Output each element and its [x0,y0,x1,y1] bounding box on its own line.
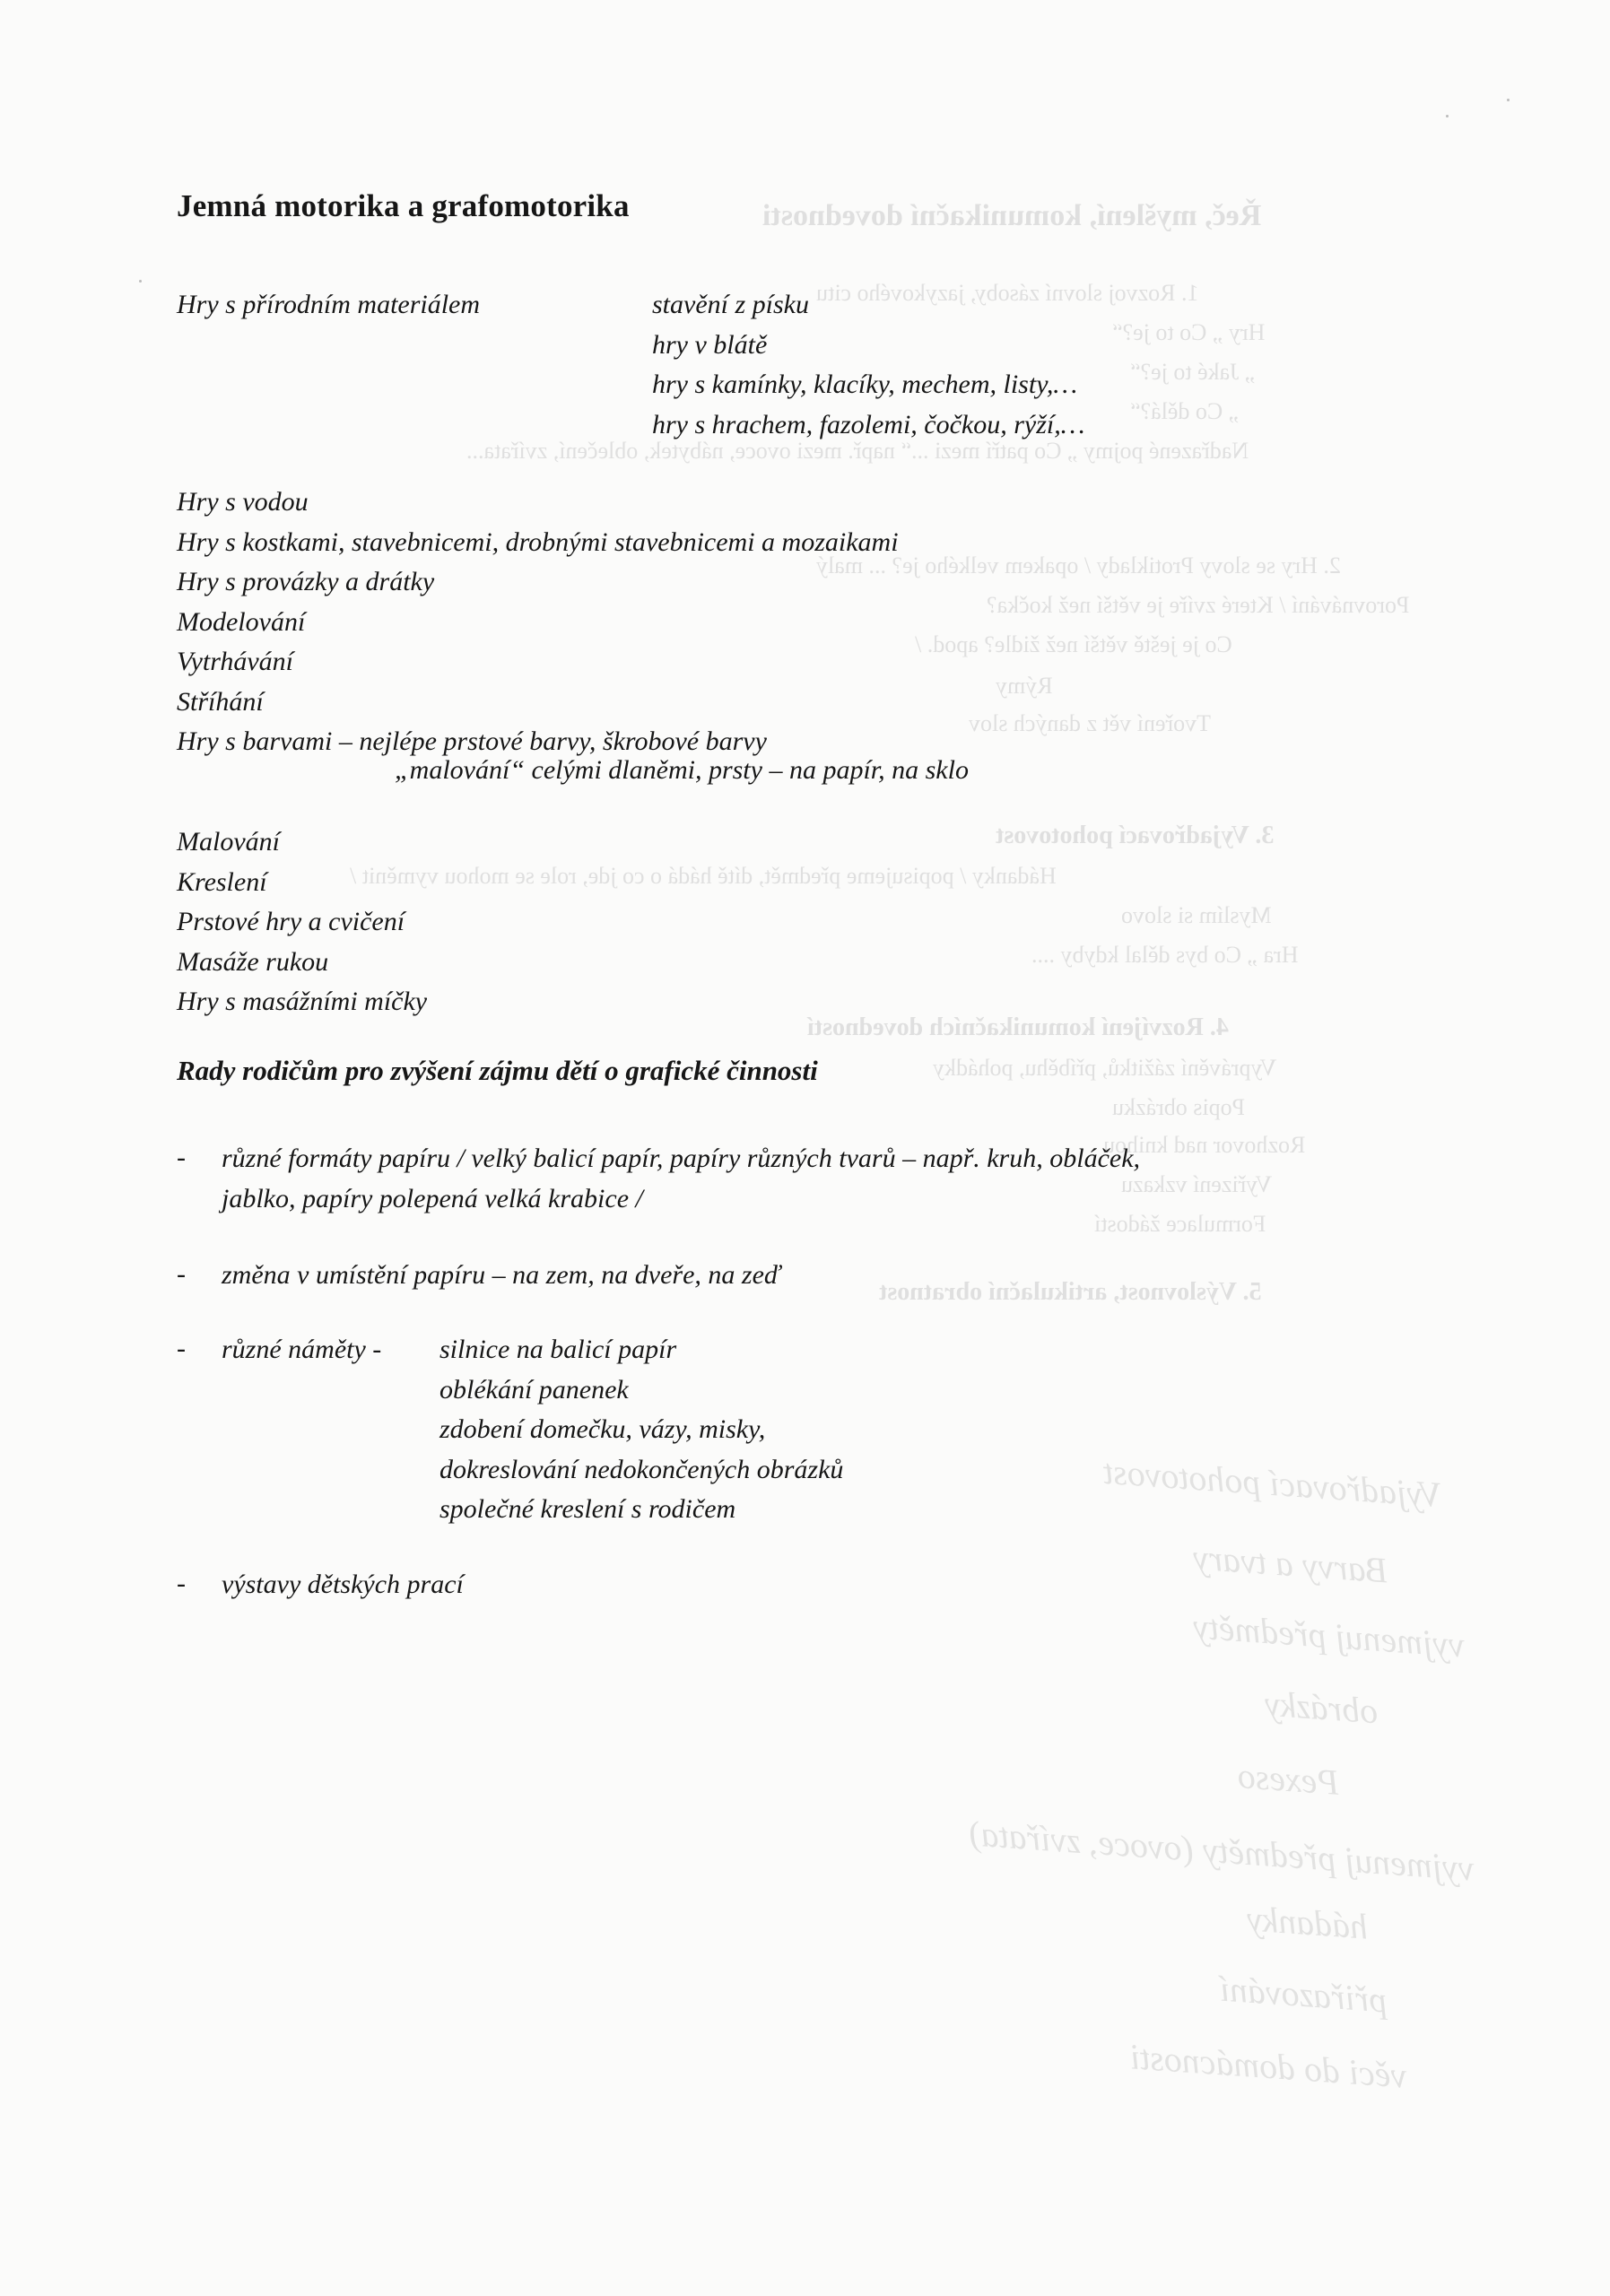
bleed-handwriting: vyjmenuj předměty (ovoce, zvířata) [968,1813,1476,1889]
theme-item: oblékání panenek [439,1374,629,1405]
list-item: Malování [177,827,280,857]
theme-item: zdobení domečku, vázy, misky, [439,1414,766,1444]
list-item: Stříhání [177,686,264,717]
activities-list-1 [177,483,899,762]
bleed-line: 1. Rozvoj slovní zásoby, jazykového citu [816,280,1199,306]
bleed-line: „ Jaké to je?“ [1130,359,1256,385]
scan-speck [139,280,142,283]
advice-placement: změna v umístění papíru – na zem, na dveře, na zeď [222,1260,781,1290]
bleed-line: Myslím si slovo [1121,902,1272,928]
scan-speck [1507,99,1510,101]
bleed-line: Vyprávění zážitků, příběhu, pohádky [933,1055,1277,1081]
bleed-heading: Řeč, myšlení, komunikační dovednosti [762,199,1262,232]
bleed-line: Co je ještě větší než židle? apod. / [915,631,1232,657]
bleed-handwriting: věci do domácnosti [1128,2036,1409,2096]
painting-note: „malování“ celými dlaněmi, prsty – na papír, na sklo [395,755,969,785]
advice-themes [439,1330,843,1530]
list-item: Masáže rukou [177,946,329,977]
activities-list-2 [177,822,427,1022]
bleed-line: 3. Vyjadřovací pohotovost [996,822,1275,849]
list-dash: - [177,1143,186,1172]
list-item: hry s hrachem, fazolemi, čočkou, rýží,… [652,409,1085,439]
bleed-line: Popis obrázku [1112,1094,1246,1120]
page-title: Jemná motorika a grafomotorika [177,188,630,223]
bleed-handwriting: Barvy a tvary [1191,1536,1390,1591]
advice-line: jablko, papíry polepená velká krabice / [222,1183,643,1213]
advice-exhibitions: výstavy dětských prací [222,1570,464,1599]
list-item: Hry s provázky a drátky [177,567,435,596]
bleed-line: Tvoření vět z daných slov [969,710,1212,736]
theme-item: společné kreslení s rodičem [439,1494,736,1524]
bleed-line: 5. Výslovnost, artikulační obratnost [879,1278,1262,1306]
advice-heading: Rady rodičům pro zvýšení zájmu dětí o grafické činnosti [177,1055,818,1086]
natural-materials-list [652,285,1084,445]
list-item: Hry s kostkami, stavebnicemi, drobnými stavebnicemi a mozaikami [177,526,899,557]
list-item: stavění z písku [652,290,809,319]
bleed-line: 2. Hry se slovy Protiklady / opakem velkého je? ... malý [816,552,1341,578]
list-item: Hry s vodou [177,487,309,517]
bleed-handwriting: vyjmenuj předměty [1191,1605,1466,1665]
bleed-handwriting: hádanky [1245,1898,1370,1947]
list-item: Prstové hry a cvičení [177,907,405,936]
list-item: hry v blátě [652,329,768,360]
list-item: Modelování [177,606,306,637]
list-item: Hry s barvami – nejlépe prstové barvy, škrobové barvy [177,726,767,756]
natural-materials-label: Hry s přírodním materiálem [177,290,481,319]
list-item: Hry s masážními míčky [177,987,428,1016]
bleed-line: Formulace žádostí [1094,1211,1266,1237]
bleed-line: „ Co dělá?“ [1130,398,1240,424]
theme-item: silnice na balicí papír [439,1335,677,1364]
bleed-handwriting: obrázky [1263,1683,1380,1732]
bleed-line: Rýmy [996,673,1053,699]
bleed-line: Hra „ Co bys dělal kdyby .... [1031,942,1299,968]
advice-themes-label: různé náměty - [222,1335,382,1364]
theme-item: dokreslování nedokončených obrázků [439,1454,844,1484]
list-dash: - [177,1334,186,1363]
list-item: hry s kamínky, klacíky, mechem, listy,… [652,370,1078,399]
bleed-line: Hádanky / popisujeme předmět, dítě hádá o co jde, role se mohou vyměnit / [350,863,1057,889]
bleed-handwriting: Pexeso [1236,1755,1341,1803]
advice-formats [222,1139,1140,1219]
bleed-handwriting: přiřazování [1218,1968,1389,2021]
list-dash: - [177,1569,186,1598]
bleed-handwriting: Vyjadřovací pohotovost [1101,1450,1443,1516]
advice-line: různé formáty papíru / velký balicí papír, papíry různých tvarů – např. kruh, obláček, [222,1144,1141,1173]
list-item: Kreslení [177,866,267,897]
scan-speck [1446,115,1449,117]
bleed-line: Rozhovor nad knihou [1103,1132,1306,1158]
list-dash: - [177,1259,186,1289]
bleed-line: Porovnávání / Které zvíře je větší než kočka? [987,592,1410,618]
bleed-line: Nadřazené pojmy „ Co patří mezi ...“ např. mezi ovoce, nábytek, oblečení, zvířata... [466,438,1249,464]
bleed-line: Hry „ Co to je?“ [1112,319,1266,345]
bleed-line: Vyřizení vzkazu [1121,1171,1273,1197]
bleed-line: 4. Rozvíjení komunikačních dovedností [807,1013,1229,1041]
list-item: Vytrhávání [177,647,294,676]
